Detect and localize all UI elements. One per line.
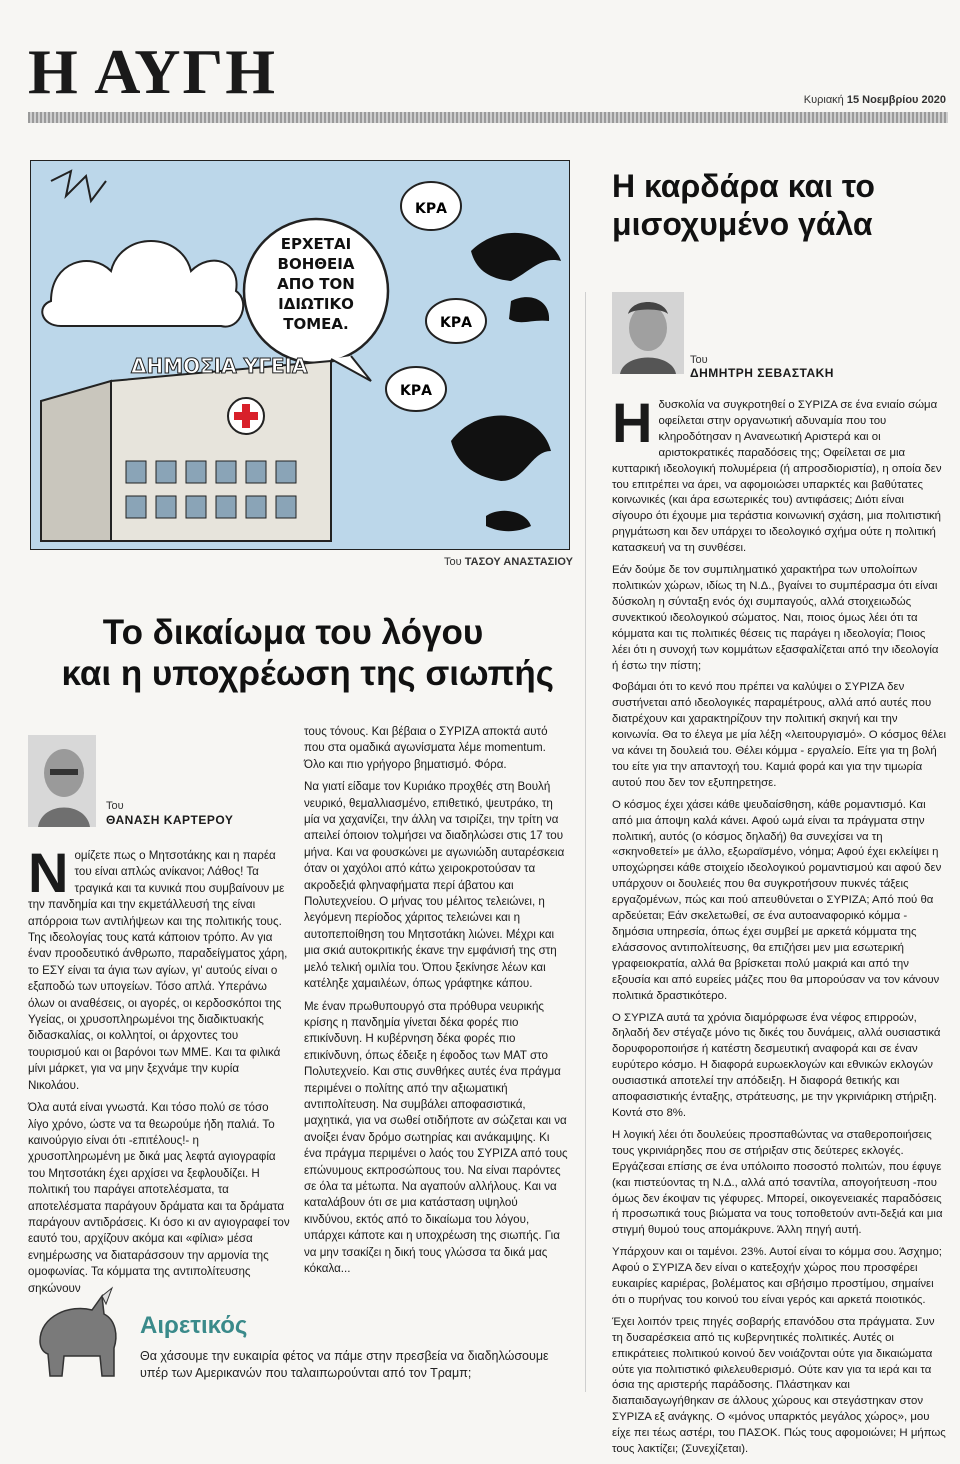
crows [451,233,561,531]
building-sign: ΔΗΜΟΣΙΑ ΥΓΕΙΑ [131,354,308,378]
paragraph: Όλα αυτά είναι γνωστά. Και τόσο πολύ σε τόσο λίγο χρόνο, ώστε να τα θεωρούμε ήδη παλιά. Το καινούργιο είναι ότι -επιτέλους!- η χρυσοπληρωμένη με δικά μας λεφτά αγιογραφία του Μητσοτάκη έχει αρχίσει να ξεφλουδίζει. Η πολιτική του παράγει αποτελέσματα, τα αποτελέσματα παράγουν δράματα και τα δράματα παράγουν αντιδράσεις. Κι όσο κι αν αγιογραφεί τον εαυτό του, αρχίζουν ακόμα και «φίλια» μέσα ενημέρωσης να διαταράσσουν την αρμονία της ομοφωνίας. Τα κόμματα της αντιπολίτευσης σηκώνουν [28,1101,290,1295]
masthead-title: Η ΑΥΓΗ [28,36,277,107]
left-article-column-2 [304,724,568,1283]
date-day: Κυριακή [803,94,844,106]
byline-name: ΘΑΝΑΣΗ ΚΑΡΤΕΡΟΥ [106,813,234,827]
paragraph: Ηδυσκολία να συγκροτηθεί ο ΣΥΡΙΖΑ σε ένα ενιαίο σώμα οφείλεται στην οργανωτική αδυναμία που του κληροδότησαν η Ανανεωτική Αριστερά και οι αριστοκρατικές παραδόσεις της; Οφείλεται σε μια κυτταρική ιδεολογική πολυμέρεια (ή απροσδιοριστία), η οποία δεν του επιτρέπει να άρει, να αφομοιώσει υπαρκτές και βαθύτατες κοινωνικές (και άρα εσωτερικές του) αντιφάσεις; Διότι είναι σίγουρο ότι έχουμε μια τεράστια κοινωνική σχάση, μια πολιτιστική ρηγμάτωση και δεν υπάρχει το ιδεολογικό σχήμα ούτε η πολιτική κατασκευή να τη συνθέσει. [612,391,942,555]
cartoon-credit [444,556,573,568]
paragraph: Υπάρχουν και οι ταμένοι. 23%. Αυτοί είναι το κόμμα σου. Άσχημο; Αφού ο ΣΥΡΙΖΑ δεν είναι ο κατεξοχήν χώρος που προσφέρει ευκαιρίες καριέρας, βολέματος και σβήσιμο προστίμου, σημαίνει ότι ο πυρήνας του κοινού του είναι γερός και αρκετά ποιοτικός. [612,1246,942,1306]
signature-scribble [51,171,106,201]
kra-text: ΚΡΑ [440,315,472,331]
airetikos-text [140,1348,580,1382]
dropcap: Ν [28,841,69,904]
right-article-body [612,391,946,1464]
bubble-line: ΒΟΗΘΕΙΑ [277,255,355,273]
paragraph: Φοβάμαι ότι το κενό που πρέπει να καλύψει ο ΣΥΡΙΖΑ δεν συστήνεται από ιδεολογικές παραμέτρους, αλλά από αυτές που διατρέχουν και χαρακτηρίζουν την πολιτική σκηνή και την κοινωνία. Θα το έλεγα με μία λέξη «λειτουργισμό». Ο κόσμος θέλει να κάνει τη δουλειά του. Θέλει κόμμα - εργαλείο. Είτε για τη βολή του είτε για την απαντοχή του. Καμιά φορά και για την τιμωρία αυτού που δεν τον εξυπηρετησε. [612,681,946,789]
paragraph: Εάν δούμε δε τον συμπιληματικό χαρακτήρα των υπολοίπων πολιτικών χώρων, ιδίως τη Ν.Δ., βγαίνει το συμπέρασμα ότι είναι δύσκολη η σύνταξη ενός όχι συμπαγούς, αλλά στοιχειωδώς συνεκτικού ιδεολογικού σώματος. Ναι, ποιος όμως λέει ότι τα κόμματα και τις πολιτικές θέσεις τις παράγει η ιδεολογία; Ποιος λέει ότι η συνοχή των κομμάτων εξασφαλίζεται από την ιδεολογία ή έστω την πίστη; [612,564,939,672]
paragraph: Να γιατί είδαμε τον Κυριάκο προχθές στη Βουλή νευρικό, θεμαλλιασμένο, επιθετικό, ψευτράκο, τη μία να χαχανίζει, την άλλη να τσιρίζει, την τρίτη να απειλεί όποιον τολμήσει να διαδηλώσει στις 17 του μήνα. Και να φουσκώνει με αγωνιώδη αυταρέσκεια όταν οι χαχόλοι από κάτω χειροκροτούσαν τα ακροδεξιά φληναφήματα περί άβατου και Πολυτεχνείου. Ο μήνας του μέλιτος τελειώνει, η λεγόμενη περίοδος χάριτος τελειώνει και η αυτοπεποίθηση του Μητσοτάκη λιώνει. Μέχρι και μια σκιά αυτοκριτικής έκανε την εμφάνισή της στη μελό τελική ομιλία του. Όπου ξεκίνησε λέων και κατέληξε χαμαιλέων, όπως γράφτηκε κάπου. [304,780,565,991]
airetikos-line: υπέρ των Αμερικανών που ταλαιπωρούνται από τον Τραμπ; [140,1366,472,1380]
bubble-line: ΤΟΜΕΑ. [283,315,349,333]
masthead-rule [28,112,948,123]
date-rest: 15 Νοεμβρίου 2020 [846,94,946,106]
airetikos-title: Αιρετικός [140,1312,248,1339]
right-article-headline [612,168,952,244]
byline-prefix: Του [106,800,124,812]
bubble-line: ΑΠΟ ΤΟΝ [277,275,355,293]
paragraph: Ο κόσμος έχει χάσει κάθε ψευδαίσθηση, κάθε ρομαντισμό. Και από μια άποψη καλά κάνει. Αφού ωμά είναι τα πράγματα στην πολιτική, αυτός (ο κόσμος δηλαδή) θα συνεχίσει να τη «σκηνοθετεί» με άλλο, εξωραϊσμένο, νόημα; Αφού έχει εκλείψει η υποχώρησει κάθε στοιχείο ιδεολογικού ρομαντισμού και αφού δεν υπάρχουν οι δουλειές που θα συγκροτήσουν πυκνές τάξεις εργαζομένων, πώς και πού απευθύνεται ο ΣΥΡΙΖΑ; Από πού θα αρδεύεται; Εάν σκελετωθεί, σε ένα αυτοαναφορικό κόμμα - δημόσια υπηρεσία, όπως έχει συμβεί με αρκετά κόμματα της ελάσσονος αντιπολίτευσης, θα επιζήσει μεν μια εσωτερική γραφειοκρατία, αλλά θα βρίσκεται πολύ μακριά και από την εξουσία και από ευρείες μάζες που θα μπορούσαν να τον κάνουν πολιτικά δραστικότερο. [612,798,942,1002]
author-photo-sevastakis [612,292,684,374]
author-photo-karteros [28,735,96,827]
credit-prefix: Του [444,556,462,568]
kra-text: ΚΡΑ [415,201,447,217]
credit-name: ΤΑΣΟΥ ΑΝΑΣΤΑΣΙΟΥ [464,556,573,568]
headline-line: μισοχυμένο γάλα [612,205,873,242]
paragraph: Νομίζετε πως ο Μητσοτάκης και η παρέα του είναι απλώς ανίκανοι; Λάθος! Τα τραγικά και τα κυνικά που συμβαίνουν με την πανδημία και την εκμετάλλευσή της είναι απόρροια των αντιλήψεων και της πολιτικής τους. Της ιδεολογίας τους κατά κάποιον τρόπο. Αν για έναν προοδευτικό άνθρωπο, παραδείγματος χάρη, το ΕΣΥ είναι τα άγια των αγίων, γι' αυτούς είναι ο εξαποδώ των υπογείων. Τόσο απλά. Υπεράνω όλων οι αναθέσεις, οι αγορές, οι κερδοσκόποι της Υγείας, οι χρυσοπληρωμένοι της διαδικτυακής διδασκαλίας, οι κολλητοί, οι άρχοντες του τουρισμού και οι βαρόνοι των ΜΜΕ. Και τα φιλικά μίνι μάρκετ, για να μην ξεχνάμε την κυρία Νικολάου. [28,841,288,1092]
publication-date [804,94,946,106]
column-divider [585,292,586,1392]
paragraph: Η λογική λέει ότι δουλεύεις προσπαθώντας να σταθεροποιήσεις τους γκρινιάρηδες που σε στήριξαν στις δεύτερες εκλογές. Εργάζεσαι επίσης σε ένα υπόλοιπο ποσοστό πολιτών, που έφυγε (και πιστεύοντας τη Ν.Δ., αλλά από τσαντίλα, απογοήτευση -που όμως δεν έκοψαν τις γέφυρες. Μπορεί, οικογενειακές παραδόσεις ή προσωπικά τους βιώματα να τους τοποθετούν αντι-δεξιά και μια στιγμή θυμού τους απομάκρυνε. Άλλη πηγή αυτή. [612,1128,943,1237]
paragraph: Έχει λοιπόν τρεις πηγές σοβαρής επανόδου στα πράγματα. Συν τη δυσαρέσκεια από τις κυβερνητικές πολιτικές. Αυτές οι επικράτειες πολιτικού κοινού δεν νοιάζονται ούτε για δικαιώματα ούτε για πολιτιστικό φιλελευθερισμό. Ούτε καν για τα ιερά και τα όσια της αριστερής παράδοσης. Πλάστηκαν και διαπαιδαγωγήθηκαν σε άλλους χώρους και στεγάστηκαν στον ΣΥΡΙΖΑ εξ ανάγκης. Ο «μόνος υπαρκτός μεγάλος χώρος», μου είχε πει τέως αστέρι, του ΠΑΣΟΚ. Πώς τους αφομοιώνει; Η μήπως τους λακτίζει; (Συνεχίζεται). [612,1315,946,1456]
airetikos-line: Θα χάσουμε την ευκαιρία φέτος να πάμε στην πρεσβεία να διαδηλώσουμε [140,1349,549,1363]
kra-text: ΚΡΑ [400,383,432,399]
cartoon [30,160,570,550]
left-article-headline [30,612,570,695]
rhino-icon [30,1286,122,1380]
headline-line: Το δικαίωμα του λόγου [102,613,484,652]
dropcap: Η [612,391,653,454]
paragraph: Με έναν πρωθυπουργό στα πρόθυρα νευρικής κρίσης η πανδημία γίνεται δέκα φορές πιο επικίνδυνη. Η κυβέρνηση δέκα φορές πιο επικίνδυνη, όπως έδειξε η έφοδος των ΜΑΤ στο Πολυτεχνείο. Και στις συνθήκες αυτές ένα πράγμα περιμένει ο πολίτης από την αξιωματική αντιπολίτευση. Να συμβάλει αποφασιστικά, μαχητικά, για να σωθεί οτιδήποτε αν σώζεται και να ανοίξει έναν δρόμο σωτηρίας και ανάκαμψης. Κι ένα πράγμα περιμένει ο λαός του ΣΥΡΙΖΑ από τους επώνυμους εκπροσώπους του. Να είναι παρόντες σε όλα τα μέτωπα. Να αγαπούν αλλήλους. Και να καταλάβουν ότι σε μια κατάσταση υψηλού κινδύνου, εκτός από το δικαίωμα του λόγου, υπάρχει κάποτε και η υποχρέωση της σιωπής. Για να μην τσακίζει η δική τους γλώσσα τα δικά μας κόκαλα... [304,999,568,1275]
main-bubble-text [277,235,355,333]
left-article-column-1 [28,841,290,1303]
bubble-line: ΕΡΧΕΤΑΙ [280,235,352,253]
byline-prefix: Του [690,354,708,366]
byline-name: ΔΗΜΗΤΡΗ ΣΕΒΑΣΤΑΚΗ [690,366,834,380]
paragraph: Ο ΣΥΡΙΖΑ αυτά τα χρόνια διαμόρφωσε ένα νέφος επιρροών, δηλαδή δεν στέγαζε μόνο τις δικές του δυνάμεις, αλλά ουσιαστικά δορυφοροποιήσε ή κατέστη δεσμευτική αναφορά και σε έναν ευρύτερο κόσμο. Η διαφορά ευρωεκλογών και εθνικών εκλογών ουσιαστικά αποτελεί την απόδειξη. Η διαφορά θετικής και αποφασιστικής ένταξης, στράτευσης, με την γκρινιάρικη στήριξη. Κοντά στο 8%. [612,1011,941,1119]
headline-line: Η καρδάρα και το [612,168,875,204]
headline-line: και η υποχρέωση της σιωπής [61,654,554,694]
cartoon-drawing [31,161,569,549]
bubble-line: ΙΔΙΩΤΙΚΟ [278,295,354,313]
paragraph: τους τόνους. Και βέβαια ο ΣΥΡΙΖΑ αποκτά αυτό που στα ομαδικά αγωνίσματα λέμε momentum. Όλο και πιο γρήγορο βηματισμό. Φόρα. [304,725,548,771]
